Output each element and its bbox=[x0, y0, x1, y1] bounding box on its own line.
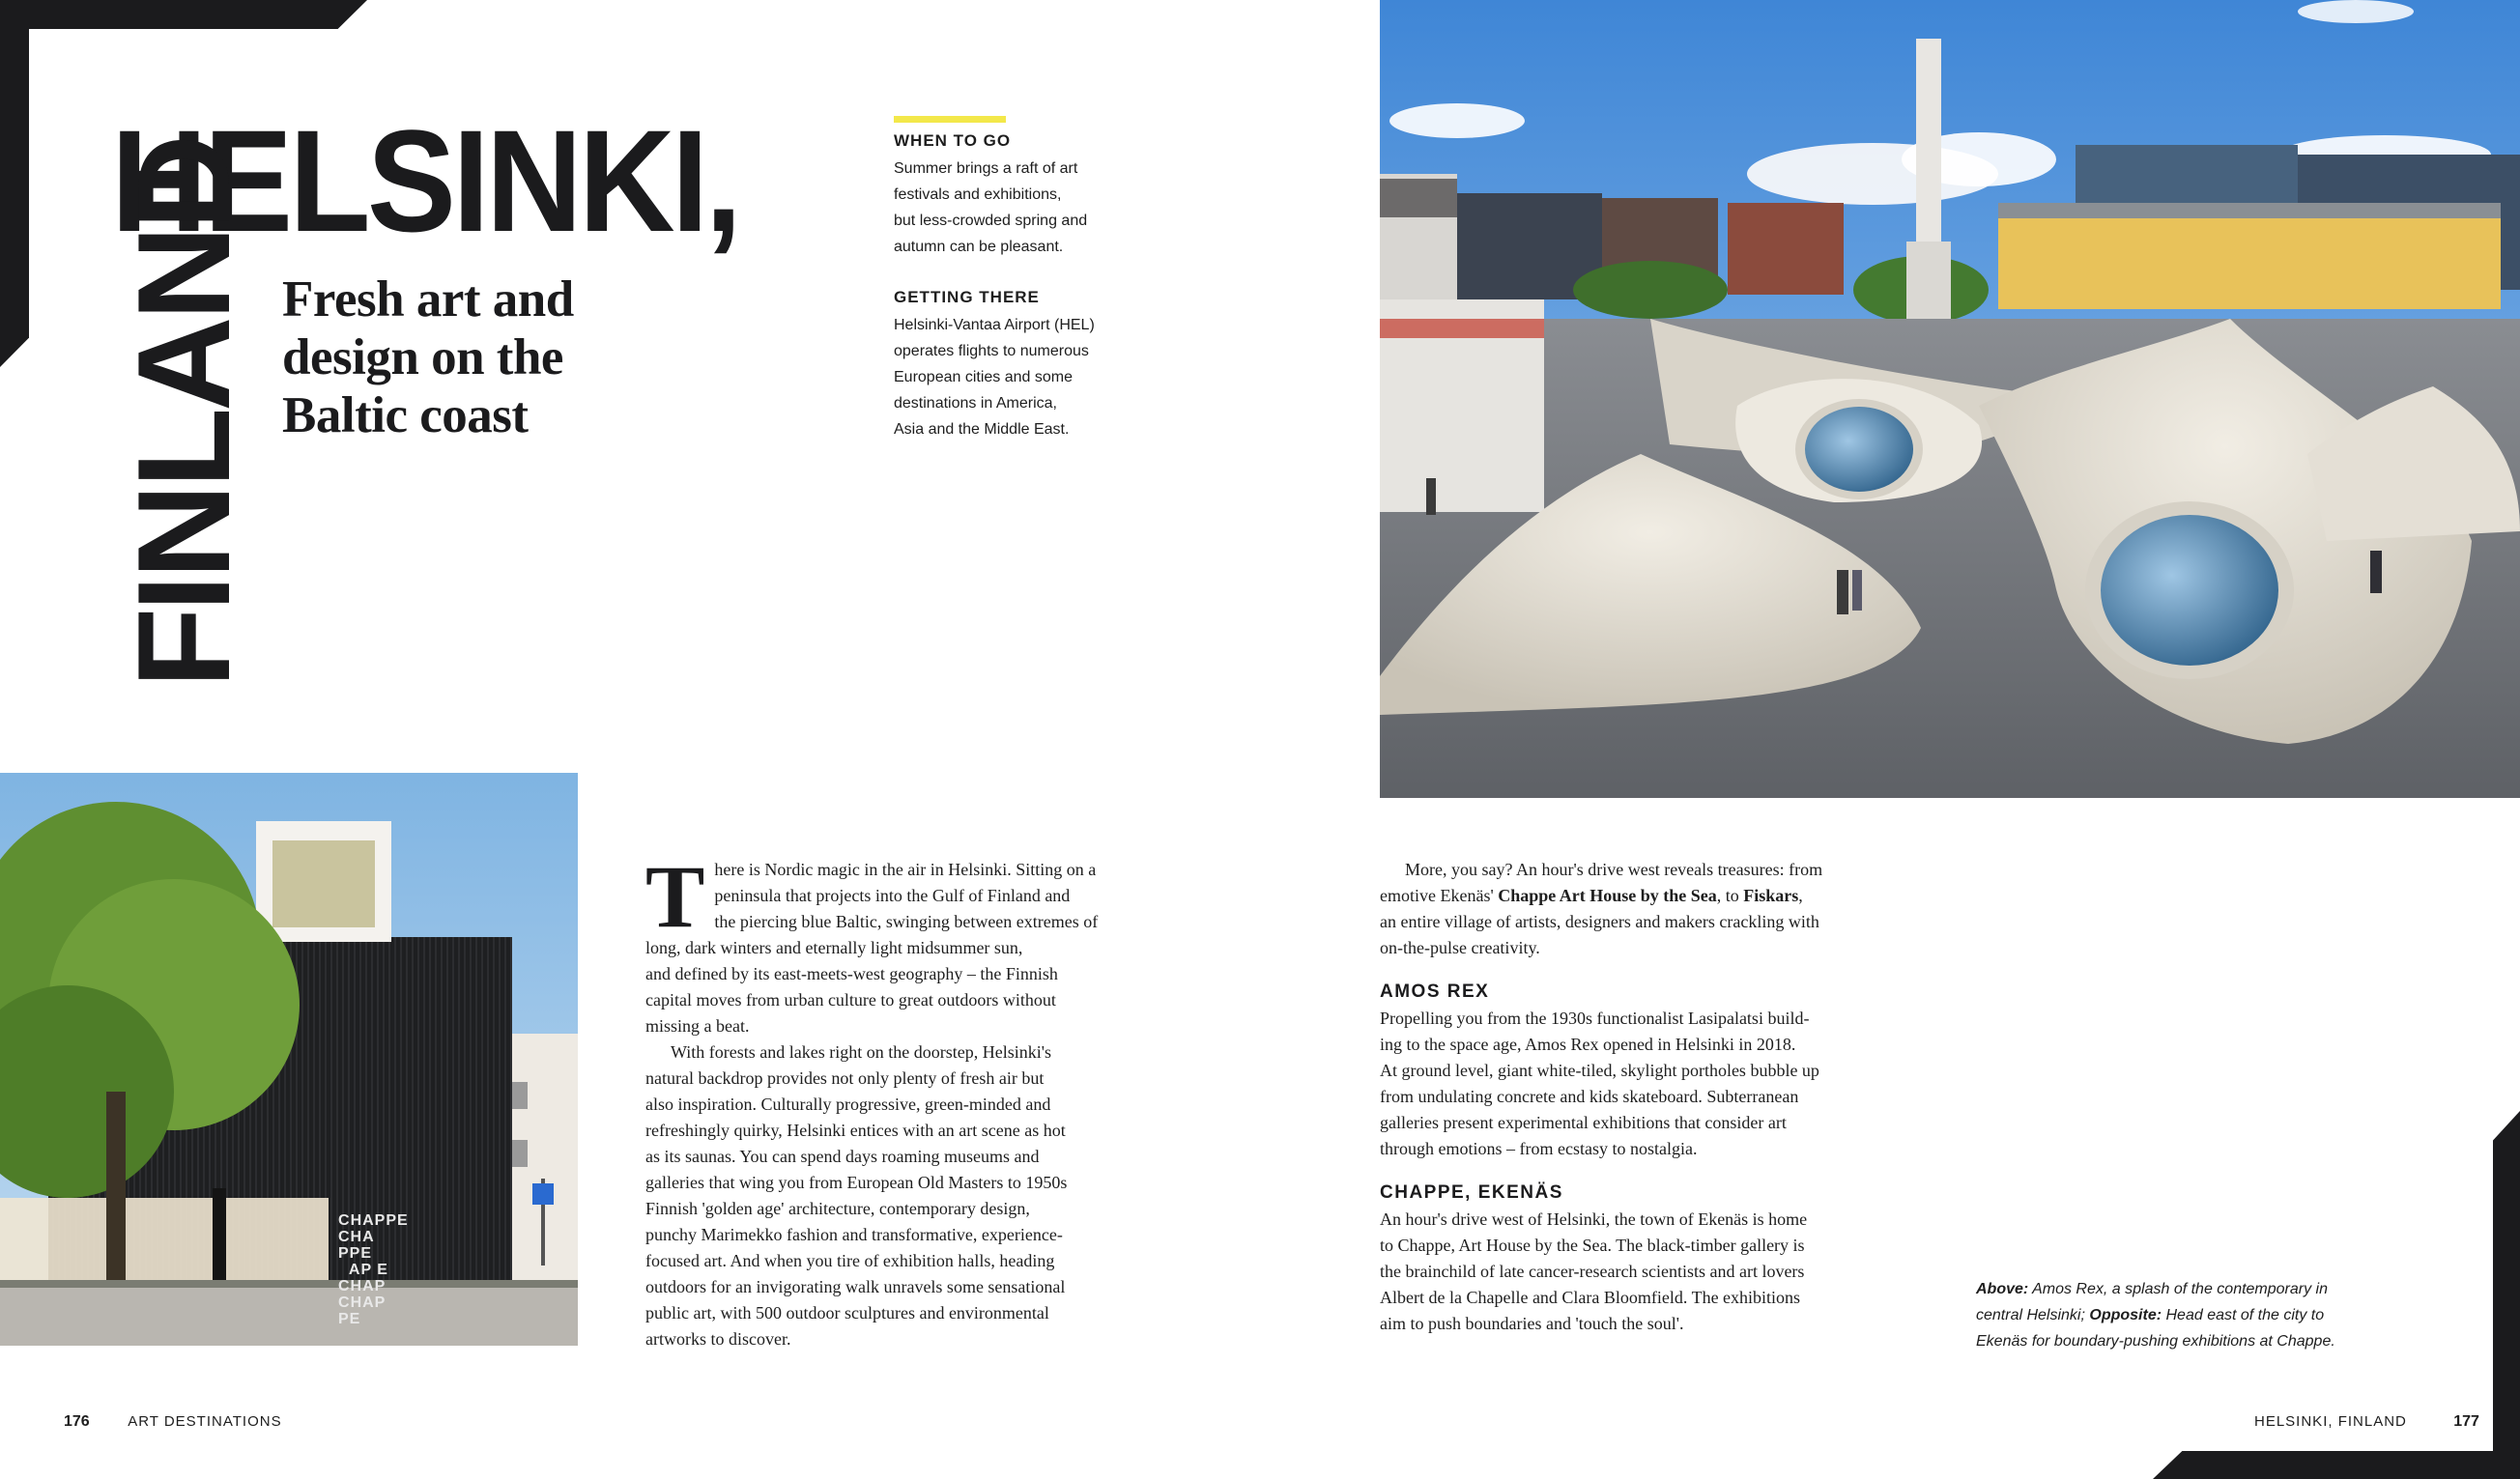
corner-frame-left-edge bbox=[0, 0, 29, 367]
caption-label-above: Above: bbox=[1976, 1281, 2029, 1297]
getting-there-line: destinations in America, bbox=[894, 395, 1057, 412]
body-line: from undulating concrete and kids skateboard. Subterranean bbox=[1380, 1087, 1799, 1106]
body-line: an entire village of artists, designers and makers crackling with bbox=[1380, 912, 1819, 931]
photo-caption bbox=[1976, 1276, 2391, 1354]
body-line: on-the-pulse creativity. bbox=[1380, 938, 1540, 957]
body-line: natural backdrop provides not only plenty of fresh air but bbox=[645, 1068, 1045, 1088]
text-run: emotive Ekenäs' bbox=[1380, 886, 1499, 905]
body-column-right bbox=[1380, 857, 1892, 1337]
folio-left bbox=[64, 1413, 282, 1431]
body-line: An hour's drive west of Helsinki, the town of Ekenäs is home bbox=[1380, 1209, 1808, 1229]
when-to-go-box bbox=[894, 130, 1184, 260]
text-run: , bbox=[1798, 886, 1803, 905]
sign-text: PPE bbox=[338, 1245, 373, 1262]
body-line: ing to the space age, Amos Rex opened in Helsinki in 2018. bbox=[1380, 1035, 1796, 1054]
when-to-go-line: but less-crowded spring and bbox=[894, 213, 1088, 229]
sign-text: E bbox=[377, 1262, 388, 1278]
venue-fiskars: Fiskars bbox=[1743, 886, 1799, 905]
body-line: Propelling you from the 1930s functionalist Lasipalatsi build- bbox=[1380, 1009, 1810, 1028]
getting-there-box bbox=[894, 287, 1184, 442]
body-line: Albert de la Chapelle and Clara Bloomfield. The exhibitions bbox=[1380, 1288, 1801, 1307]
body-line: to Chappe, Art House by the Sea. The black-timber gallery is bbox=[1380, 1236, 1805, 1255]
venue-chappe: Chappe Art House by the Sea bbox=[1498, 886, 1717, 905]
when-to-go-line: Summer brings a raft of art bbox=[894, 160, 1078, 177]
photo-chappe bbox=[0, 773, 578, 1346]
subtitle-line: Baltic coast bbox=[282, 387, 529, 443]
body-line: through emotions – from ecstasy to nostalgia. bbox=[1380, 1139, 1698, 1158]
getting-there-line: Helsinki-Vantaa Airport (HEL) bbox=[894, 317, 1095, 333]
body-line: Finnish 'golden age' architecture, contemporary design, bbox=[645, 1199, 1030, 1218]
body-line: and defined by its east-meets-west geography – the Finnish bbox=[645, 964, 1058, 983]
corner-frame-top-left bbox=[0, 0, 367, 29]
body-line: the piercing blue Baltic, swinging between extremes of bbox=[714, 912, 1099, 931]
getting-there-line: European cities and some bbox=[894, 369, 1073, 385]
body-line: public art, with 500 outdoor sculptures and environmental bbox=[645, 1303, 1049, 1323]
corner-frame-bottom-right bbox=[2153, 1451, 2520, 1479]
body-line: artworks to discover. bbox=[645, 1329, 791, 1349]
subtitle-line: design on the bbox=[282, 329, 563, 385]
body-line: galleries that wing you from European Old Masters to 1950s bbox=[645, 1173, 1068, 1192]
getting-there-line: operates flights to numerous bbox=[894, 343, 1089, 359]
body-line: outdoors for an invigorating walk unravels some sensational bbox=[645, 1277, 1066, 1296]
dropcap: T bbox=[645, 847, 705, 946]
body-line: here is Nordic magic in the air in Helsinki. Sitting on a bbox=[714, 860, 1097, 879]
sign-text: PE bbox=[338, 1311, 361, 1327]
chappe-heading: CHAPPE, EKENÄS bbox=[1380, 1182, 1563, 1203]
text-run: , to bbox=[1716, 886, 1744, 905]
body-line: capital moves from urban culture to great outdoors without bbox=[645, 990, 1056, 1010]
body-line: galleries present experimental exhibitions that consider art bbox=[1380, 1113, 1787, 1132]
body-line: also inspiration. Culturally progressive, green-minded and bbox=[645, 1095, 1051, 1114]
sign-text: C bbox=[338, 1294, 351, 1311]
page-number-right: 177 bbox=[2453, 1413, 2479, 1430]
caption-text: Ekenäs for boundary-pushing exhibitions at Chappe. bbox=[1976, 1333, 2335, 1350]
page-number-left: 176 bbox=[64, 1413, 90, 1430]
sign-text: HAPPE bbox=[350, 1212, 409, 1229]
when-to-go-line: autumn can be pleasant. bbox=[894, 239, 1064, 255]
sign-text: CHA bbox=[338, 1229, 375, 1245]
body-line: At ground level, giant white-tiled, skylight portholes bubble up bbox=[1380, 1061, 1819, 1080]
body-line bbox=[1380, 883, 1892, 909]
body-line: refreshingly quirky, Helsinki entices with an art scene as hot bbox=[645, 1121, 1066, 1140]
body-line: More, you say? An hour's drive west reveals treasures: from bbox=[1405, 860, 1823, 879]
body-line: With forests and lakes right on the doorstep, Helsinki's bbox=[671, 1042, 1051, 1062]
body-line: long, dark winters and eternally light midsummer sun, bbox=[645, 938, 1023, 957]
body-line: the brainchild of late cancer-research scientists and art lovers bbox=[1380, 1262, 1805, 1281]
when-to-go-line: festivals and exhibitions, bbox=[894, 186, 1062, 203]
body-line: focused art. And when you tire of exhibition halls, heading bbox=[645, 1251, 1055, 1270]
running-head-right: HELSINKI, FINLAND bbox=[2254, 1413, 2407, 1430]
chappe-sign bbox=[338, 1212, 409, 1327]
getting-there-line: Asia and the Middle East. bbox=[894, 421, 1070, 438]
body-line: peninsula that projects into the Gulf of Finland and bbox=[714, 886, 1071, 905]
yellow-rule bbox=[894, 116, 1006, 123]
getting-there-heading: GETTING THERE bbox=[894, 288, 1040, 306]
amos-rex-heading: AMOS REX bbox=[1380, 981, 1490, 1002]
body-line: punchy Marimekko fashion and transformative, experience- bbox=[645, 1225, 1063, 1244]
body-column-left bbox=[645, 847, 1129, 1352]
caption-text: central Helsinki; bbox=[1976, 1307, 2090, 1323]
sign-text: CHAP bbox=[338, 1278, 387, 1294]
sign-text: HAP bbox=[350, 1294, 387, 1311]
title-city: HELSINKI, bbox=[111, 100, 739, 262]
subtitle-line: Fresh art and bbox=[282, 271, 574, 327]
running-head-left: ART DESTINATIONS bbox=[128, 1413, 282, 1430]
sign-text: C bbox=[338, 1212, 351, 1229]
caption-label-opposite: Opposite: bbox=[2089, 1307, 2162, 1323]
folio-right bbox=[2254, 1413, 2479, 1431]
corner-frame-right-edge bbox=[2493, 1111, 2520, 1479]
sign-text: AP bbox=[348, 1262, 372, 1278]
when-to-go-heading: WHEN TO GO bbox=[894, 131, 1012, 150]
body-line: as its saunas. You can spend days roaming museums and bbox=[645, 1147, 1040, 1166]
body-line: aim to push boundaries and 'touch the soul'. bbox=[1380, 1314, 1684, 1333]
caption-text: Amos Rex, a splash of the contemporary in bbox=[2028, 1281, 2329, 1297]
photo-amos-rex bbox=[1380, 0, 2520, 798]
body-line: missing a beat. bbox=[645, 1016, 750, 1036]
subtitle bbox=[282, 270, 601, 444]
title-country: FINLAND bbox=[110, 138, 257, 688]
caption-text: Head east of the city to bbox=[2162, 1307, 2325, 1323]
